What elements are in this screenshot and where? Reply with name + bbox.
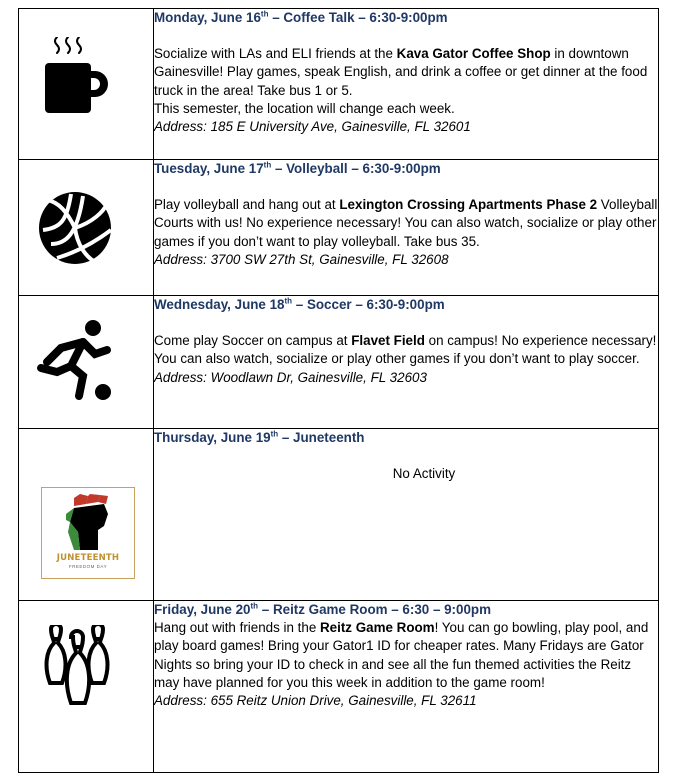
event-details: [154, 601, 659, 773]
schedule-row-thursday: [19, 429, 659, 601]
event-description: Socialize with LAs and ELI friends at the Kava Gator Coffee Shop in downtown Gainesville! Play games, speak English, and drink a coffee or get dinner at the food truck in the area! Take bus 1 or 5.: [154, 46, 648, 98]
event-heading: Friday, June 20th – Reitz Game Room – 6:30 – 9:00pm: [154, 601, 491, 617]
badge-title: JUNETEENTH: [56, 553, 120, 563]
icon-cell: [19, 601, 154, 773]
coffee-mug-icon: [41, 37, 111, 119]
schedule-row-wednesday: [19, 296, 659, 429]
soccer-player-icon: [33, 318, 123, 404]
raised-fist-icon: [64, 492, 112, 552]
badge-subtitle: FREEDOM DAY: [68, 564, 108, 569]
event-details: [154, 160, 659, 296]
icon-cell: [19, 9, 154, 160]
event-description: Come play Soccer on campus at Flavet Field on campus! No experience necessary! You can also watch, socialize or play other games if you don’t want to play soccer.: [154, 333, 657, 367]
icon-cell: [19, 296, 154, 429]
event-details: [154, 296, 659, 429]
bowling-pins-icon: [37, 625, 117, 717]
event-description: Hang out with friends in the Reitz Game Room! You can go bowling, play pool, and play board games! Bring your Gator1 ID for cheaper rates. Many Fridays are Gator Nights so bring your ID to check in and see all the fun themed activities the Reitz may have planned for you this week in addition to the game room!: [154, 620, 649, 690]
volleyball-icon: [37, 190, 113, 266]
event-heading: Tuesday, June 17th – Volleyball – 6:30-9:00pm: [154, 160, 441, 176]
venue-name: Flavet Field: [351, 333, 425, 349]
event-note: This semester, the location will change each week.: [154, 100, 455, 116]
schedule-row-friday: [19, 601, 659, 773]
venue-name: Kava Gator Coffee Shop: [396, 46, 551, 62]
event-details: [154, 9, 659, 160]
icon-cell: [19, 160, 154, 296]
event-heading: Wednesday, June 18th – Soccer – 6:30-9:00pm: [154, 296, 445, 312]
venue-name: Lexington Crossing Apartments Phase 2: [339, 197, 598, 213]
schedule-row-tuesday: [19, 160, 659, 296]
event-address: Address: 3700 SW 27th St, Gainesville, FL 32608: [154, 251, 449, 267]
venue-name: Reitz Game Room: [320, 620, 435, 636]
schedule-table: [18, 8, 659, 773]
icon-cell: [19, 429, 154, 601]
schedule-row-monday: [19, 9, 659, 160]
event-description: Play volleyball and hang out at Lexington Crossing Apartments Phase 2 Volleyball Courts with us! No experience necessary! You can also watch, socialize or play other games if you don’t want to play volleyball. Take bus 35.: [154, 197, 658, 249]
event-address: Address: 185 E University Ave, Gainesville, FL 32601: [154, 119, 471, 135]
event-heading: Monday, June 16th – Coffee Talk – 6:30-9:00pm: [154, 9, 448, 25]
no-activity-note: No Activity: [392, 466, 456, 482]
event-heading: Thursday, June 19th – Juneteenth: [154, 429, 365, 445]
juneteenth-fist-icon: [41, 487, 135, 579]
event-details: [154, 429, 659, 601]
event-address: Address: Woodlawn Dr, Gainesville, FL 32603: [154, 369, 427, 385]
event-address: Address: 655 Reitz Union Drive, Gainesville, FL 32611: [154, 693, 477, 709]
